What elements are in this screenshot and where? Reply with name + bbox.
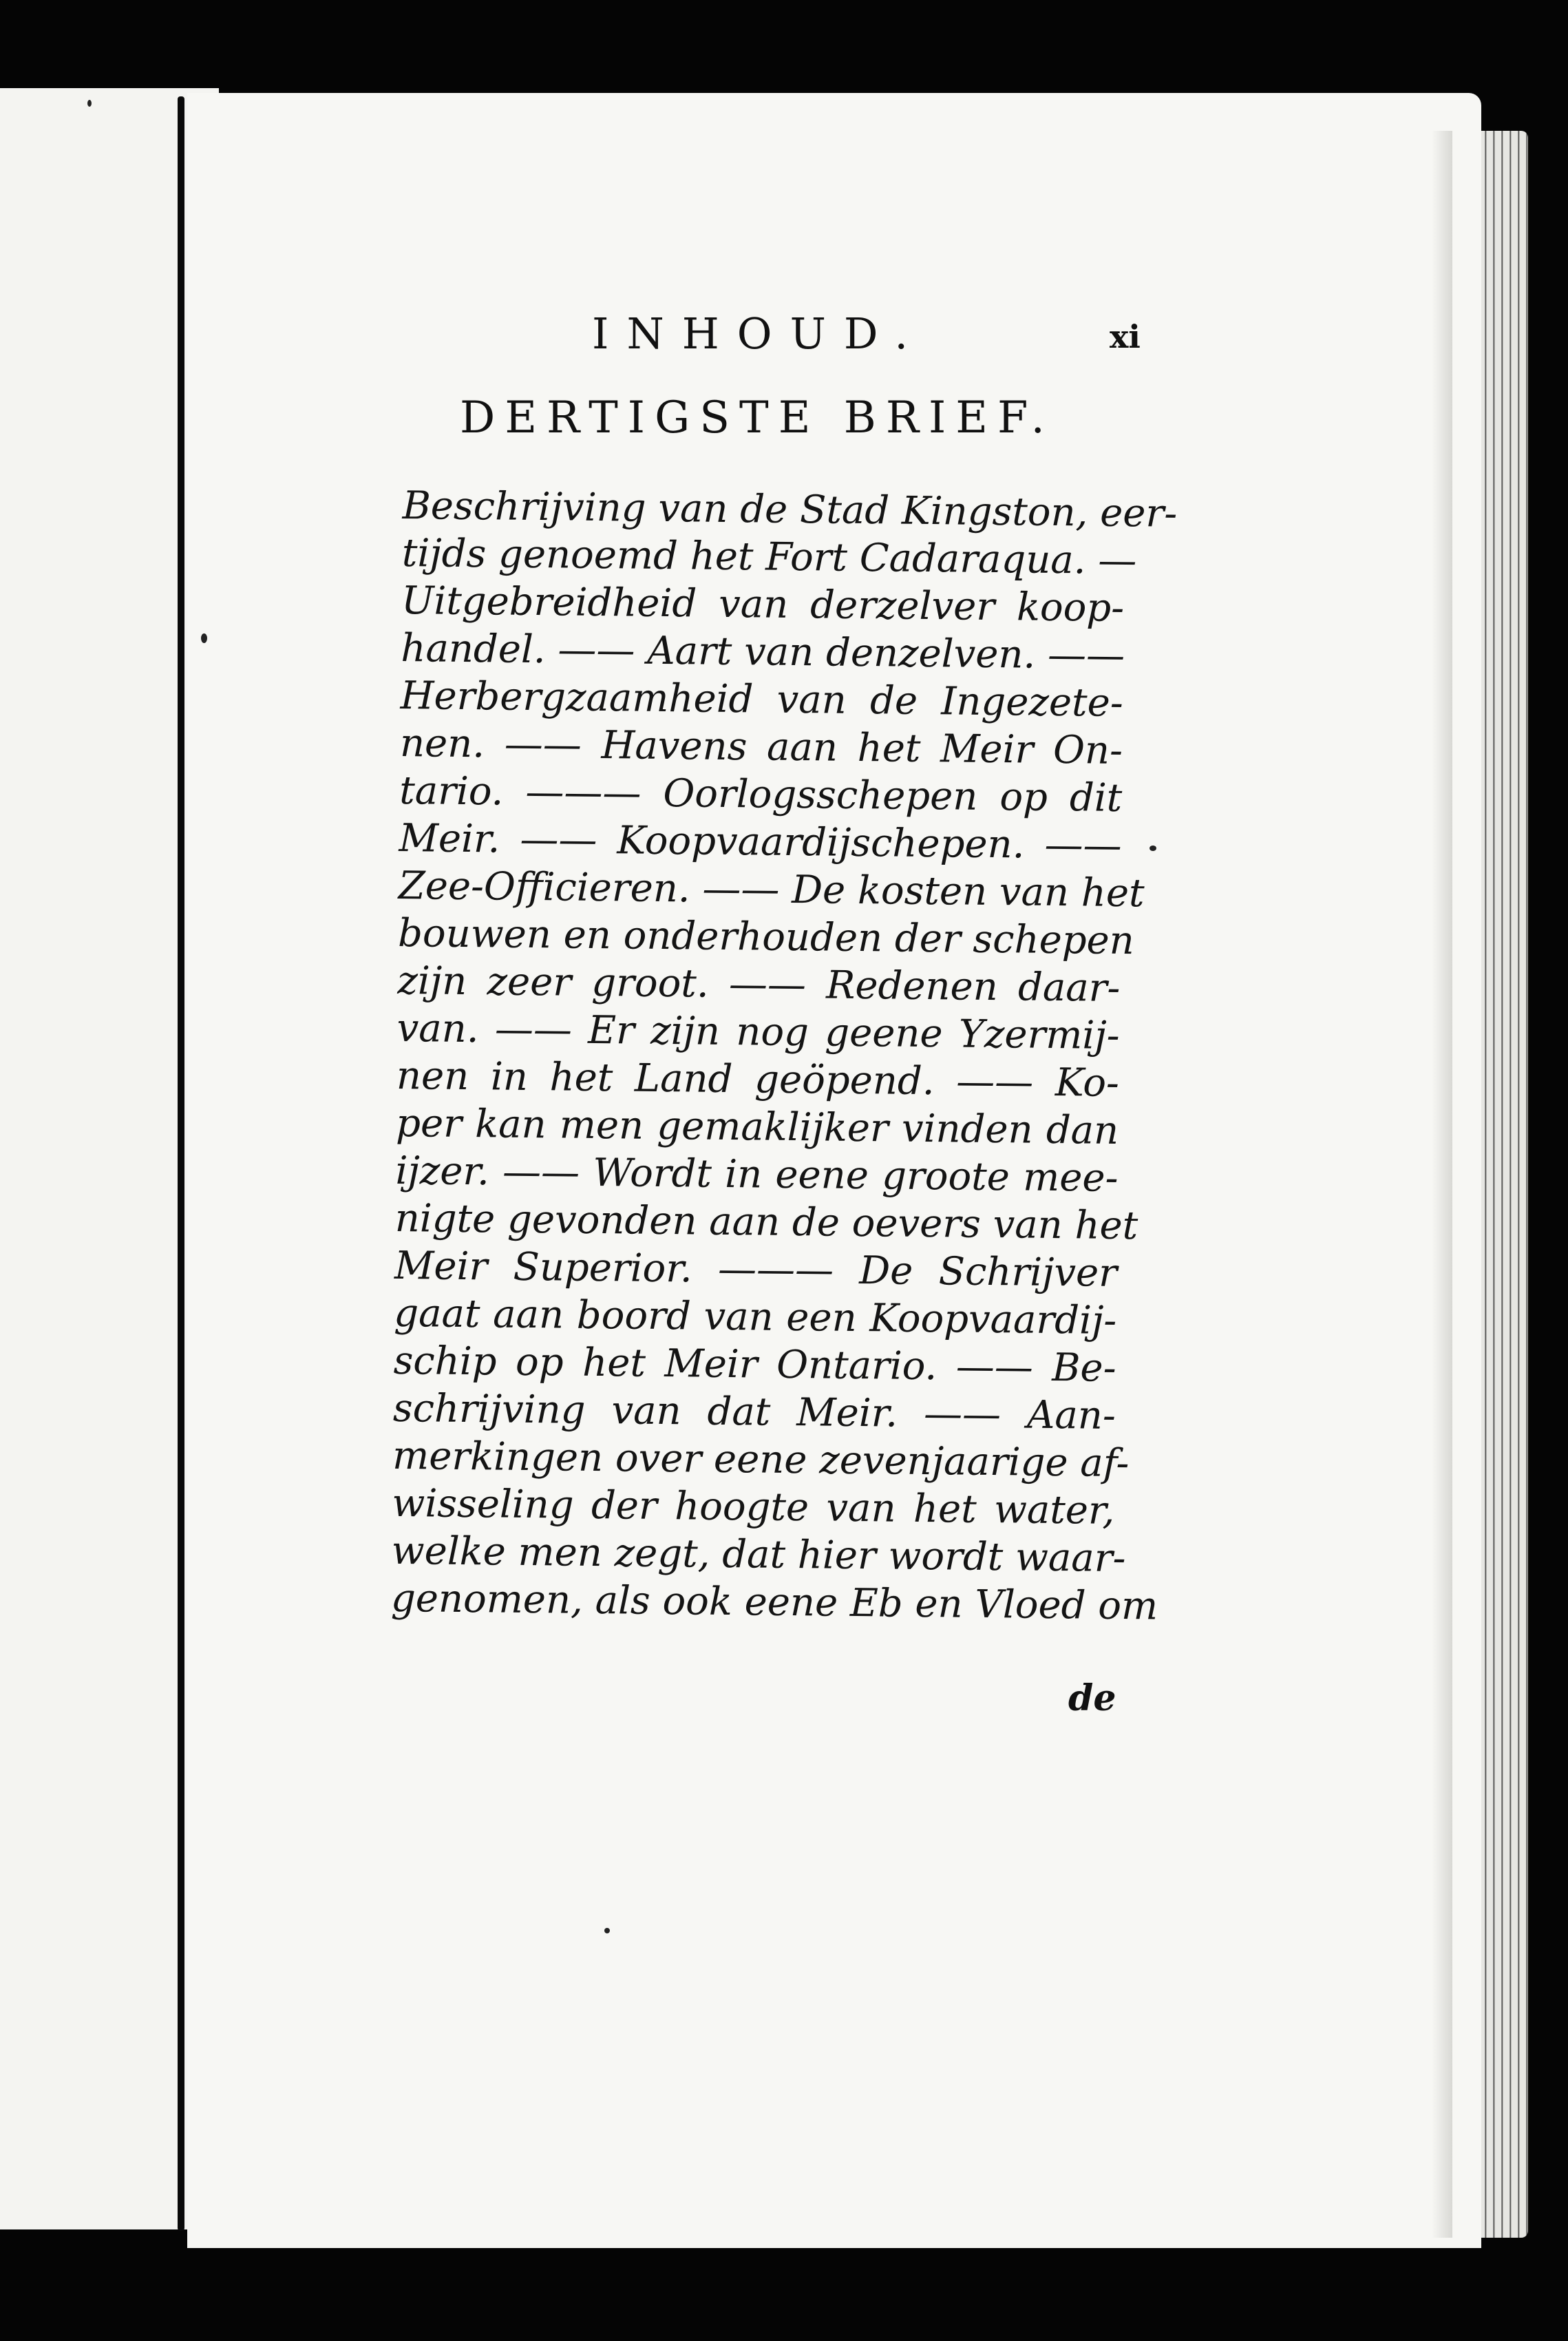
text-line: tario. ——— Oorlogsschepen op dit — [399, 768, 1123, 821]
text-line: schrijving van dat Meir. —— Aan- — [392, 1385, 1116, 1438]
text-line: Uitgebreidheid van derzelver koop- — [401, 578, 1125, 631]
paper-speck — [604, 1928, 610, 1933]
text-line: nen. —— Havens aan het Meir On- — [399, 720, 1123, 773]
text-line: wisseling der hoogte van het water, — [392, 1480, 1115, 1533]
text-line: per kan men gemaklijker vinden dan — [395, 1100, 1119, 1153]
text-line: schip op het Meir Ontario. —— Be- — [393, 1338, 1116, 1391]
text-line: handel. —— Aart van denzelven. —— — [401, 625, 1125, 678]
gutter-shadow — [178, 96, 184, 2231]
text-line: genomen, als ook eene Eb en Vloed om — [390, 1575, 1158, 1629]
text-line: merkingen over eene zevenjaarige af- — [392, 1433, 1130, 1487]
text-line: tijds genoemd het Fort Cadaraqua. — — [401, 530, 1137, 584]
catchword: de — [1068, 1677, 1116, 1719]
paper-speck — [1149, 846, 1156, 851]
paper-speck — [201, 633, 207, 643]
text-line: Herbergzaamheid van de Ingezete- — [400, 673, 1124, 726]
text-line: Meir Superior. ——— De Schrijver — [394, 1243, 1118, 1296]
paper-speck — [87, 100, 92, 107]
contents-text — [390, 482, 1178, 1630]
text-line: Zee-Officieren. —— De kosten van het — [398, 863, 1145, 916]
text-line: Beschrijving van de Stad Kingston, eer- — [402, 483, 1178, 536]
facing-page-left — [0, 88, 219, 2229]
text-line: nen in het Land geöpend. —— Ko- — [396, 1053, 1120, 1106]
text-line: welke men zegt, dat hier wordt waar- — [391, 1528, 1126, 1582]
text-line: nigte gevonden aan de oevers van het — [394, 1195, 1138, 1249]
letter-heading: DERTIGSTE BRIEF. — [460, 392, 1055, 443]
text-line: van. —— Er zijn nog geene Yzermij- — [396, 1005, 1120, 1058]
page-number: xi — [1110, 318, 1141, 355]
page-header — [592, 308, 1143, 370]
running-head: INHOUD. — [592, 308, 926, 359]
text-line: bouwen en onderhouden der schepen — [397, 910, 1135, 964]
text-line: ijzer. —— Wordt in eene groote mee- — [395, 1148, 1119, 1201]
text-line: zijn zeer groot. —— Redenen daar- — [397, 958, 1121, 1011]
page-edge-shadow — [1432, 131, 1452, 2238]
text-line: gaat aan boord van een Koopvaardij- — [394, 1290, 1117, 1343]
text-line: Meir. —— Koopvaardijschepen. —— — [399, 815, 1122, 868]
